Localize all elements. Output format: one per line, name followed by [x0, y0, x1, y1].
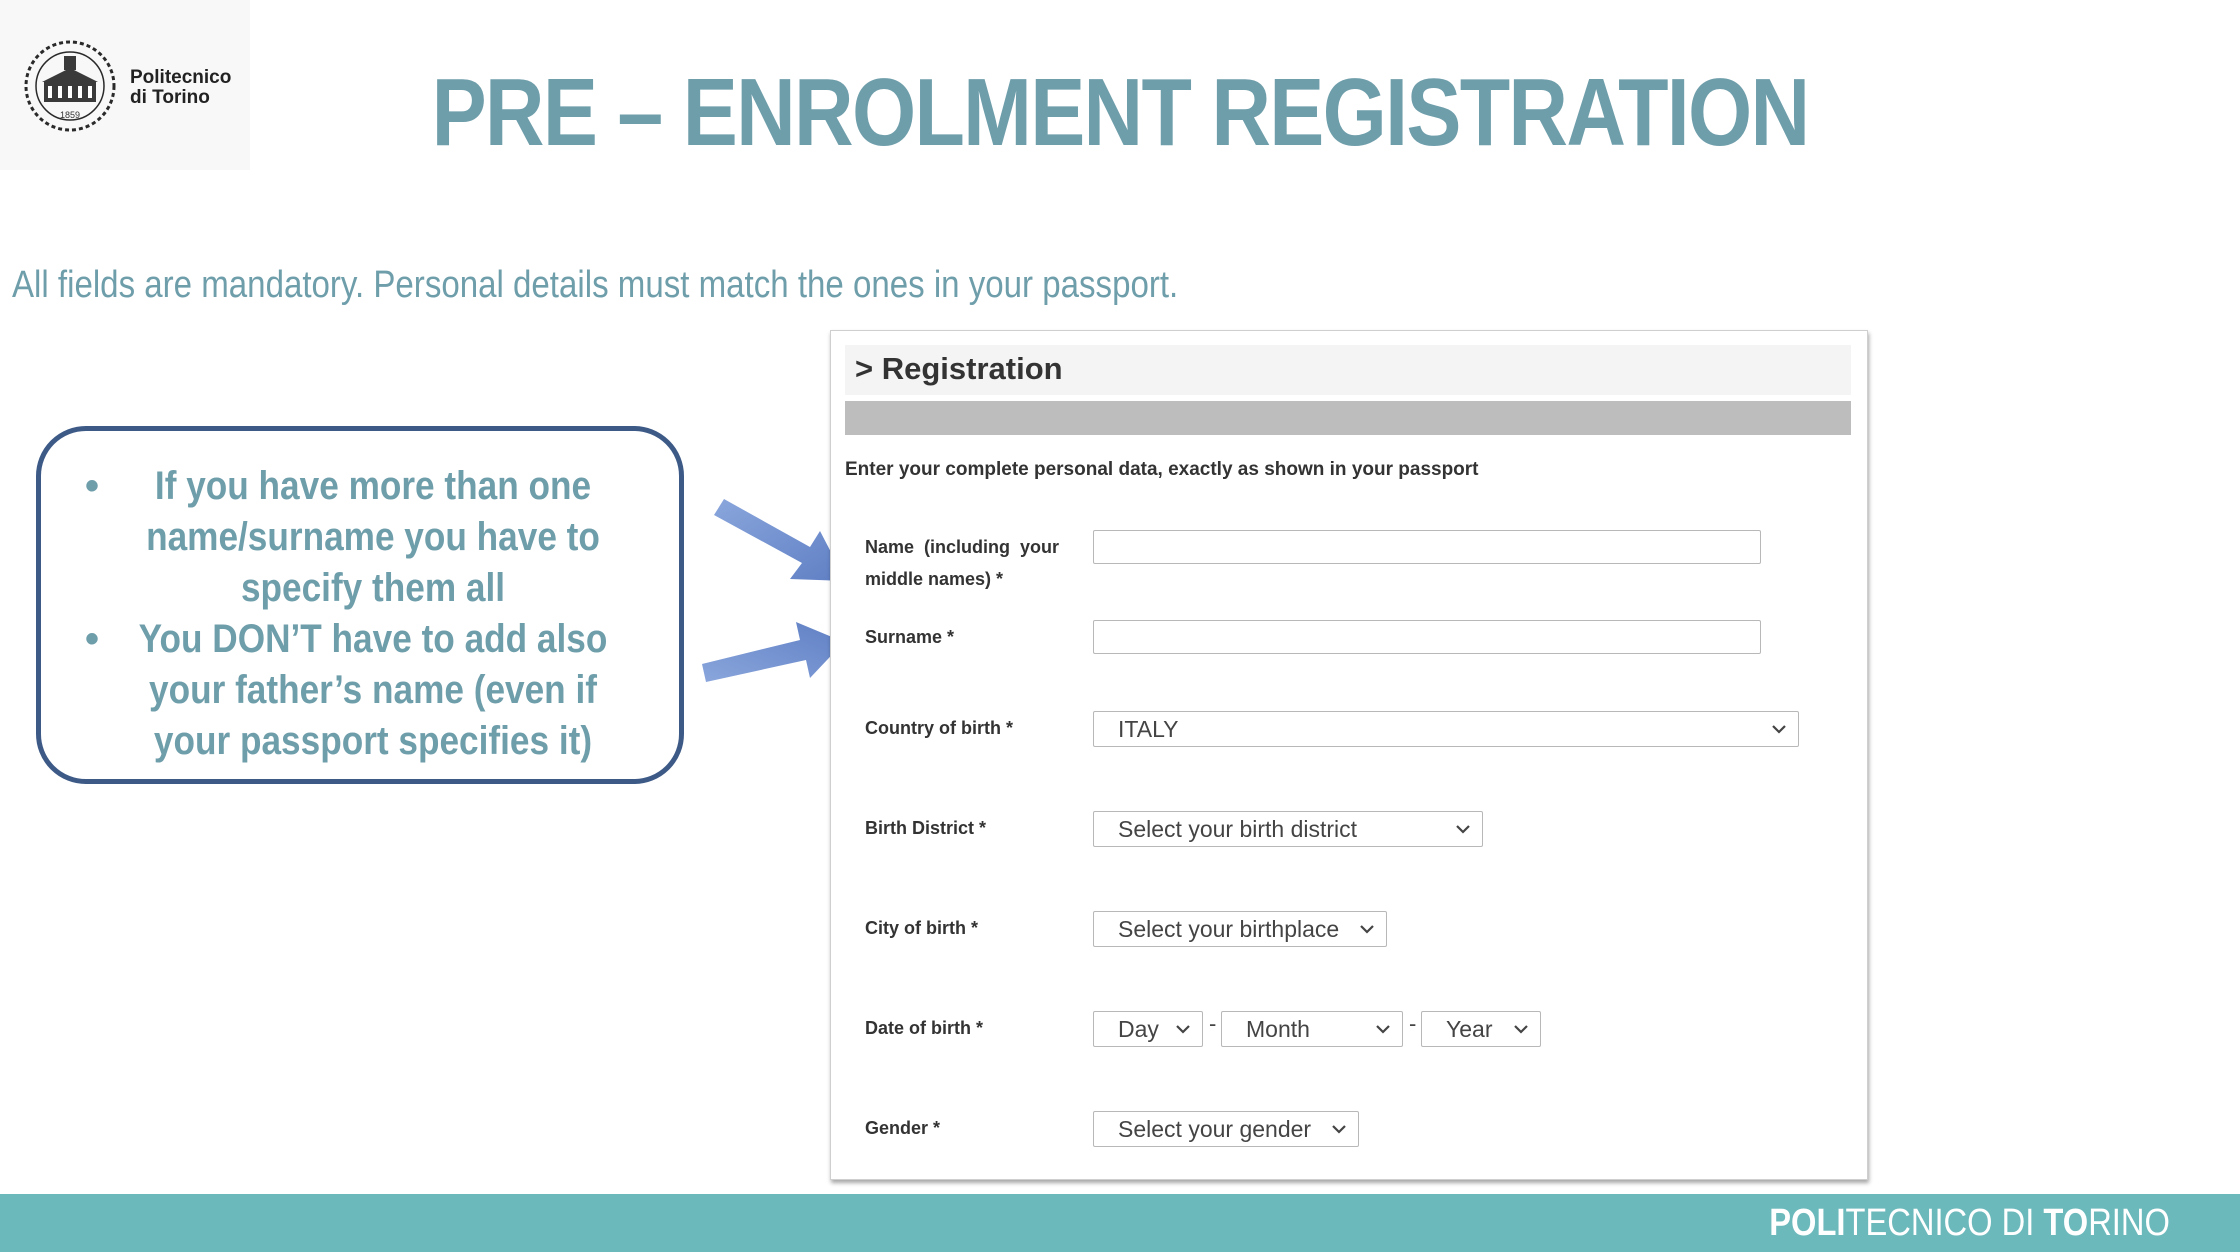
country-select[interactable] [1093, 711, 1799, 747]
dob-year-value: Year [1446, 1016, 1493, 1042]
footer-brand [1769, 1202, 2170, 1245]
dob-month-value: Month [1246, 1016, 1310, 1042]
bullet-icon: • [85, 464, 100, 508]
gender-label: Gender * [865, 1118, 941, 1138]
callout-item [71, 614, 651, 767]
university-seal-icon [18, 38, 122, 134]
footer-brand-part: TECNICO DI [1845, 1202, 2044, 1244]
page-subtitle: All fields are mandatory. Personal details must match the ones in your passport. [12, 264, 1179, 306]
chevron-down-icon [1174, 1018, 1192, 1040]
chevron-down-icon [1454, 818, 1472, 840]
gender-select[interactable] [1093, 1111, 1359, 1147]
chevron-down-icon [1512, 1018, 1530, 1040]
dob-month-select[interactable] [1221, 1011, 1403, 1047]
city-select-value: Select your birthplace [1118, 916, 1340, 942]
form-instruction: Enter your complete personal data, exactly as shown in your passport [845, 459, 1479, 480]
logo-line1: Politecnico [130, 67, 232, 88]
country-label: Country of birth * [865, 718, 1013, 738]
district-select-value: Select your birth district [1118, 816, 1358, 842]
callout-item [71, 461, 651, 614]
callout-item-text: You DON’T have to add also your father’s name (even if your passport specifies it) [138, 617, 608, 763]
country-select-value: ITALY [1118, 716, 1179, 742]
dob-label: Date of birth * [865, 1018, 984, 1038]
district-label: Birth District * [865, 818, 987, 838]
footer-brand-part: POLI [1769, 1202, 1846, 1244]
callout-list [71, 461, 651, 767]
name-input[interactable] [1093, 530, 1761, 564]
date-separator: - [1209, 1011, 1217, 1036]
footer-brand-part: RINO [2088, 1202, 2170, 1244]
date-separator: - [1409, 1011, 1417, 1036]
chevron-down-icon [1330, 1118, 1348, 1140]
name-label [865, 531, 1059, 595]
name-label-line2: middle names) * [865, 569, 1004, 589]
surname-label: Surname * [865, 627, 955, 647]
logo-year: 1859 [59, 110, 81, 120]
dob-day-value: Day [1118, 1016, 1159, 1042]
dob-day-select[interactable] [1093, 1011, 1203, 1047]
form-title: > Registration [855, 351, 1063, 386]
chevron-down-icon [1374, 1018, 1392, 1040]
footer-bar [0, 1194, 2240, 1252]
callout-box [36, 426, 684, 784]
name-label-line1: Name (including your [865, 537, 1060, 557]
footer-brand-part: TO [2043, 1202, 2089, 1244]
gender-select-value: Select your gender [1118, 1116, 1312, 1142]
dob-year-select[interactable] [1421, 1011, 1541, 1047]
form-header [845, 345, 1851, 395]
city-label: City of birth * [865, 918, 978, 938]
district-select[interactable] [1093, 811, 1483, 847]
chevron-down-icon [1770, 718, 1788, 740]
bullet-icon: • [85, 617, 100, 661]
registration-form-screenshot [830, 330, 1868, 1180]
page-title: PRE – ENROLMENT REGISTRATION [431, 59, 1809, 166]
city-select[interactable] [1093, 911, 1387, 947]
surname-input[interactable] [1093, 620, 1761, 654]
logo-line2: di Torino [130, 87, 210, 108]
callout-item-text: If you have more than one name/surname you have to specify them all [146, 464, 600, 610]
form-divider-bar [845, 401, 1851, 435]
arrow-to-surname-icon [700, 612, 850, 692]
chevron-down-icon [1358, 918, 1376, 940]
